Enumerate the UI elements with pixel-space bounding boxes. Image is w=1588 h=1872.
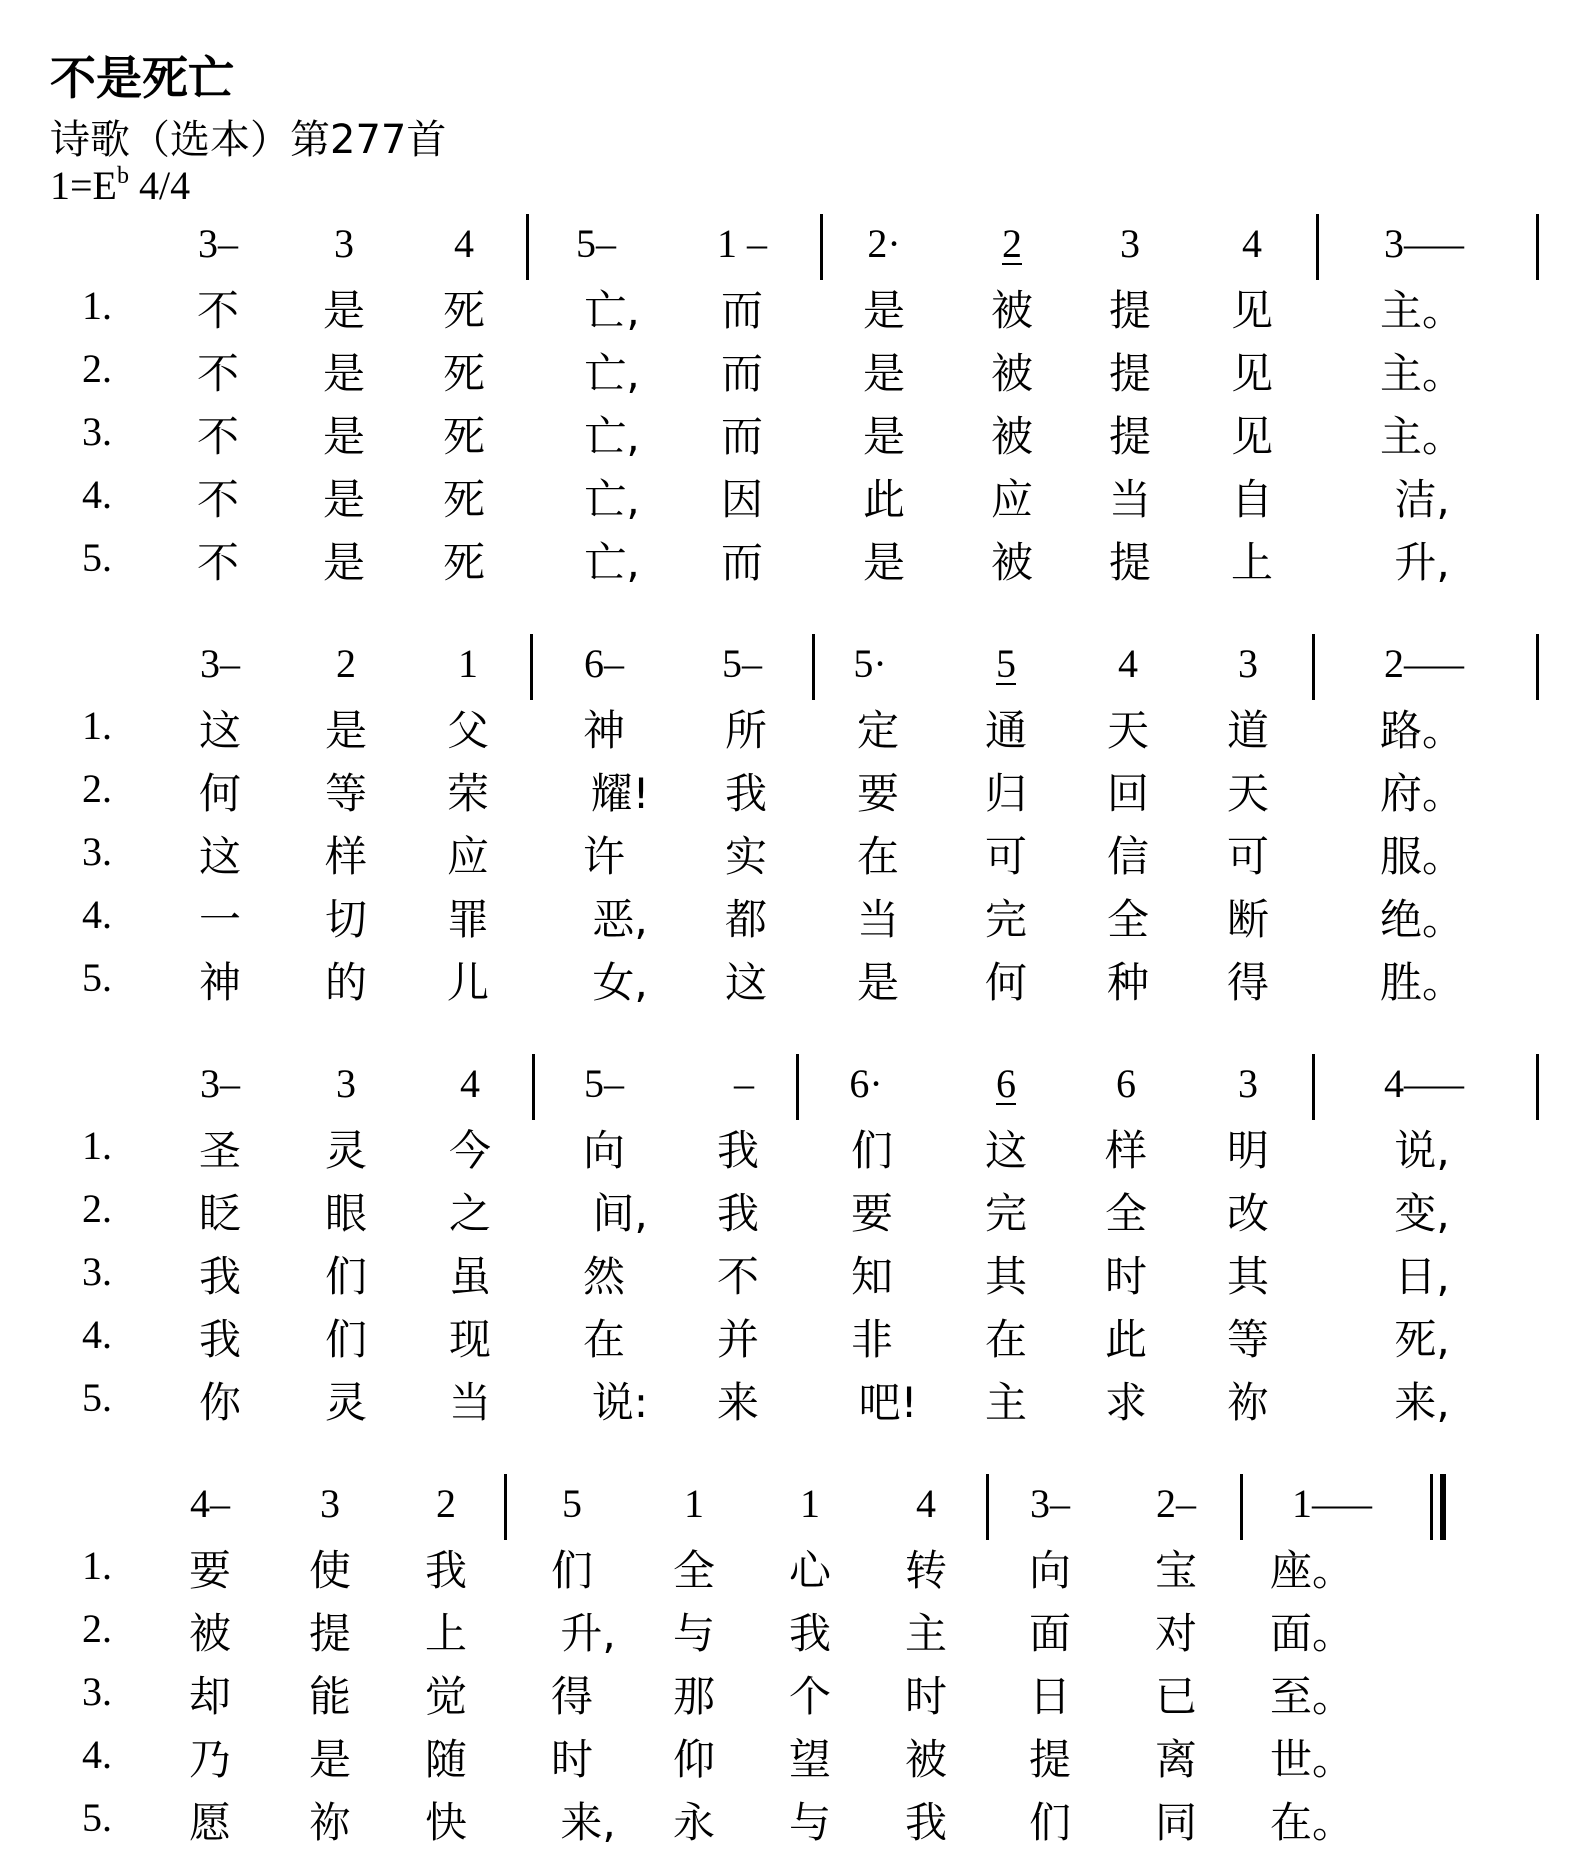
verse-number: 3.	[82, 1669, 112, 1714]
verse-number: 1.	[82, 1123, 112, 1168]
lyric-syllable: 提	[308, 1609, 352, 1658]
lyric-syllable: 神	[198, 958, 242, 1007]
barline	[986, 1474, 989, 1540]
lyric-syllable: 耀!	[590, 769, 650, 818]
lyric-syllable: 们	[324, 1315, 368, 1364]
lyric-syllable: 来	[716, 1378, 760, 1427]
lyric-syllable: 随	[424, 1735, 468, 1784]
lyric-syllable: 仰	[672, 1735, 716, 1784]
lyric-syllable: 是	[322, 412, 366, 461]
barline	[1536, 214, 1539, 280]
lyric-syllable: 心	[788, 1546, 832, 1595]
lyric-syllable: 在	[984, 1315, 1028, 1364]
note: 2–––	[1384, 641, 1464, 686]
verse-number: 5.	[82, 535, 112, 580]
lyric-syllable: 通	[984, 706, 1028, 755]
key-signature	[50, 162, 190, 209]
lyric-syllable: 已	[1154, 1672, 1198, 1721]
lyric-syllable: 是	[322, 349, 366, 398]
lyric-syllable: 得	[550, 1672, 594, 1721]
note: 1	[800, 1481, 820, 1526]
note: 3	[1120, 221, 1140, 266]
lyric-syllable: 宝	[1154, 1546, 1198, 1595]
lyric-syllable: 求	[1104, 1378, 1148, 1427]
lyric-syllable: 那	[672, 1672, 716, 1721]
lyric-syllable: 上	[424, 1609, 468, 1658]
lyric-syllable: 而	[720, 286, 764, 335]
lyric-syllable: 今	[448, 1126, 492, 1175]
lyric-syllable: 而	[720, 538, 764, 587]
lyric-syllable: 胜。	[1379, 958, 1465, 1007]
note: 2	[436, 1481, 456, 1526]
final-barline	[1440, 1474, 1446, 1540]
lyric-syllable: 天	[1106, 706, 1150, 755]
lyric-syllable: 我	[716, 1189, 760, 1238]
lyric-syllable: 祢	[1226, 1378, 1270, 1427]
lyric-syllable: 改	[1226, 1189, 1270, 1238]
lyric-syllable: 当	[856, 895, 900, 944]
lyric-syllable: 我	[716, 1126, 760, 1175]
note: 5·	[853, 641, 887, 686]
lyric-syllable: 死,	[1394, 1315, 1450, 1364]
verse-number: 2.	[82, 346, 112, 391]
lyric-syllable: 日,	[1394, 1252, 1450, 1301]
lyric-syllable: 们	[324, 1252, 368, 1301]
barline	[1316, 214, 1319, 280]
lyric-syllable: 使	[308, 1546, 352, 1595]
lyric-syllable: 天	[1226, 769, 1270, 818]
lyric-syllable: 同	[1154, 1798, 1198, 1847]
lyric-syllable: 这	[198, 706, 242, 755]
lyric-syllable: 对	[1154, 1609, 1198, 1658]
lyric-syllable: 路。	[1379, 706, 1465, 755]
lyric-syllable: 眨	[198, 1189, 242, 1238]
barline	[1312, 634, 1315, 700]
lyric-syllable: 是	[324, 706, 368, 755]
lyric-syllable: 亡,	[584, 538, 640, 587]
note: 1 –	[717, 221, 767, 266]
lyric-syllable: 不	[196, 538, 240, 587]
lyric-syllable: 主	[984, 1378, 1028, 1427]
lyric-syllable: 转	[904, 1546, 948, 1595]
lyric-syllable: 被	[990, 286, 1034, 335]
lyric-syllable: 自	[1230, 475, 1274, 524]
note: 5–	[576, 221, 616, 266]
note: 3–	[200, 1061, 240, 1106]
lyric-syllable: 世。	[1269, 1735, 1355, 1784]
lyric-syllable: 得	[1226, 958, 1270, 1007]
lyric-syllable: 见	[1230, 349, 1274, 398]
lyric-syllable: 来,	[1394, 1378, 1450, 1427]
lyric-syllable: 至。	[1269, 1672, 1355, 1721]
note: 4–	[190, 1481, 230, 1526]
lyric-syllable: 提	[1108, 349, 1152, 398]
lyric-syllable: 是	[322, 475, 366, 524]
lyric-syllable: 要	[850, 1189, 894, 1238]
lyric-syllable: 断	[1226, 895, 1270, 944]
note: 4	[1118, 641, 1138, 686]
lyric-syllable: 是	[322, 286, 366, 335]
lyric-syllable: 之	[448, 1189, 492, 1238]
lyric-syllable: 等	[324, 769, 368, 818]
barline	[796, 1054, 799, 1120]
lyric-syllable: 变,	[1394, 1189, 1450, 1238]
lyric-syllable: 乃	[188, 1735, 232, 1784]
note: 5	[562, 1481, 582, 1526]
lyric-syllable: 是	[862, 412, 906, 461]
lyric-syllable: 时	[550, 1735, 594, 1784]
lyric-syllable: 父	[446, 706, 490, 755]
barline	[530, 634, 533, 700]
lyric-syllable: 主。	[1379, 349, 1465, 398]
lyric-syllable: 完	[984, 895, 1028, 944]
lyric-syllable: 间,	[592, 1189, 648, 1238]
note: 4	[454, 221, 474, 266]
note: 1–––	[1292, 1481, 1372, 1526]
lyric-syllable: 不	[196, 412, 240, 461]
lyric-syllable: 上	[1230, 538, 1274, 587]
hymn-subtitle: 诗歌（选本）第277首	[50, 117, 447, 163]
lyric-syllable: 种	[1106, 958, 1150, 1007]
lyric-syllable: 道	[1226, 706, 1270, 755]
verse-number: 5.	[82, 1795, 112, 1840]
lyric-syllable: 实	[724, 832, 768, 881]
lyric-syllable: 是	[856, 958, 900, 1007]
lyric-syllable: 绝。	[1379, 895, 1465, 944]
lyric-syllable: 面	[1028, 1609, 1072, 1658]
lyric-syllable: 被	[990, 538, 1034, 587]
lyric-syllable: 觉	[424, 1672, 468, 1721]
lyric-syllable: 向	[582, 1126, 626, 1175]
verse-number: 1.	[82, 703, 112, 748]
lyric-syllable: 并	[716, 1315, 760, 1364]
lyric-syllable: 其	[984, 1252, 1028, 1301]
lyric-syllable: 在	[856, 832, 900, 881]
lyric-syllable: 信	[1106, 832, 1150, 881]
note: 3	[1238, 1061, 1258, 1106]
lyric-syllable: 亡,	[584, 412, 640, 461]
lyric-syllable: 提	[1108, 412, 1152, 461]
verse-number: 4.	[82, 1732, 112, 1777]
lyric-syllable: 因	[720, 475, 764, 524]
lyric-syllable: 向	[1028, 1546, 1072, 1595]
lyric-syllable: 我	[904, 1798, 948, 1847]
lyric-syllable: 神	[582, 706, 626, 755]
lyric-syllable: 这	[198, 832, 242, 881]
lyric-syllable: 许	[582, 832, 626, 881]
barline	[1536, 1054, 1539, 1120]
lyric-syllable: 们	[1028, 1798, 1072, 1847]
lyric-syllable: 全	[672, 1546, 716, 1595]
lyric-syllable: 却	[188, 1672, 232, 1721]
lyric-syllable: 被	[990, 412, 1034, 461]
lyric-syllable: 主	[904, 1609, 948, 1658]
lyric-syllable: 死	[442, 475, 486, 524]
lyric-syllable: 永	[672, 1798, 716, 1847]
lyric-syllable: 被	[904, 1735, 948, 1784]
verse-number: 4.	[82, 1312, 112, 1357]
lyric-syllable: 升,	[1394, 538, 1450, 587]
barline	[1312, 1054, 1315, 1120]
lyric-syllable: 完	[984, 1189, 1028, 1238]
lyric-syllable: 都	[724, 895, 768, 944]
note: 4	[916, 1481, 936, 1526]
key-main: 1=E	[50, 163, 117, 208]
lyric-syllable: 不	[196, 286, 240, 335]
lyric-syllable: 灵	[324, 1378, 368, 1427]
lyric-syllable: 不	[196, 349, 240, 398]
note: 6·	[849, 1061, 883, 1106]
lyric-syllable: 主。	[1379, 286, 1465, 335]
lyric-syllable: 与	[672, 1609, 716, 1658]
lyric-syllable: 回	[1106, 769, 1150, 818]
lyric-syllable: 而	[720, 412, 764, 461]
lyric-syllable: 要	[188, 1546, 232, 1595]
note: 6	[996, 1061, 1016, 1106]
verse-number: 3.	[82, 409, 112, 454]
lyric-syllable: 此	[862, 475, 906, 524]
lyric-syllable: 我	[724, 769, 768, 818]
lyric-syllable: 不	[716, 1252, 760, 1301]
lyric-syllable: 不	[196, 475, 240, 524]
verse-number: 3.	[82, 1249, 112, 1294]
lyric-syllable: 时	[1104, 1252, 1148, 1301]
lyric-syllable: 的	[324, 958, 368, 1007]
lyric-syllable: 死	[442, 538, 486, 587]
lyric-syllable: 眼	[324, 1189, 368, 1238]
lyric-syllable: 府。	[1379, 769, 1465, 818]
lyric-syllable: 你	[198, 1378, 242, 1427]
note: 1	[684, 1481, 704, 1526]
lyric-syllable: 死	[442, 286, 486, 335]
lyric-syllable: 定	[856, 706, 900, 755]
lyric-syllable: 可	[1226, 832, 1270, 881]
note: 5–	[584, 1061, 624, 1106]
lyric-syllable: 提	[1108, 286, 1152, 335]
final-barline	[1430, 1474, 1433, 1540]
note: 3–––	[1384, 221, 1464, 266]
verse-number: 2.	[82, 1606, 112, 1651]
verse-number: 5.	[82, 955, 112, 1000]
time-signature: 4/4	[139, 163, 191, 208]
lyric-syllable: 恶,	[592, 895, 648, 944]
lyric-syllable: 其	[1226, 1252, 1270, 1301]
note: 2–	[1156, 1481, 1196, 1526]
verse-number: 1.	[82, 1543, 112, 1588]
note: 3	[1238, 641, 1258, 686]
lyric-syllable: 亡,	[584, 286, 640, 335]
lyric-syllable: 荣	[446, 769, 490, 818]
verse-number: 5.	[82, 1375, 112, 1420]
lyric-syllable: 是	[862, 349, 906, 398]
lyric-syllable: 归	[984, 769, 1028, 818]
lyric-syllable: 见	[1230, 412, 1274, 461]
lyric-syllable: 们	[550, 1546, 594, 1595]
lyric-syllable: 死	[442, 412, 486, 461]
lyric-syllable: 应	[446, 832, 490, 881]
lyric-syllable: 我	[198, 1252, 242, 1301]
lyric-syllable: 当	[1108, 475, 1152, 524]
lyric-syllable: 明	[1226, 1126, 1270, 1175]
lyric-syllable: 圣	[198, 1126, 242, 1175]
verse-number: 2.	[82, 1186, 112, 1231]
lyric-syllable: 切	[324, 895, 368, 944]
lyric-syllable: 我	[198, 1315, 242, 1364]
lyric-syllable: 是	[862, 538, 906, 587]
lyric-syllable: 面。	[1269, 1609, 1355, 1658]
lyric-syllable: 死	[442, 349, 486, 398]
barline	[526, 214, 529, 280]
lyric-syllable: 样	[1104, 1126, 1148, 1175]
note: 3	[336, 1061, 356, 1106]
lyric-syllable: 主。	[1379, 412, 1465, 461]
lyric-syllable: 提	[1028, 1735, 1072, 1784]
lyric-syllable: 们	[850, 1126, 894, 1175]
lyric-syllable: 女,	[592, 958, 648, 1007]
lyric-syllable: 所	[724, 706, 768, 755]
lyric-syllable: 见	[1230, 286, 1274, 335]
lyric-syllable: 服。	[1379, 832, 1465, 881]
lyric-syllable: 升,	[560, 1609, 616, 1658]
lyric-syllable: 与	[788, 1798, 832, 1847]
lyric-syllable: 被	[188, 1609, 232, 1658]
verse-number: 2.	[82, 766, 112, 811]
lyric-syllable: 当	[448, 1378, 492, 1427]
note: 5–	[722, 641, 762, 686]
note: 3–	[200, 641, 240, 686]
barline	[1536, 634, 1539, 700]
lyric-syllable: 愿	[188, 1798, 232, 1847]
note: 4–––	[1384, 1061, 1464, 1106]
lyric-syllable: 而	[720, 349, 764, 398]
lyric-syllable: 快	[424, 1798, 468, 1847]
note: 3–	[198, 221, 238, 266]
lyric-syllable: 灵	[324, 1126, 368, 1175]
lyric-syllable: 此	[1104, 1315, 1148, 1364]
lyric-syllable: 亡,	[584, 349, 640, 398]
lyric-syllable: 我	[788, 1609, 832, 1658]
verse-number: 4.	[82, 892, 112, 937]
barline	[1240, 1474, 1243, 1540]
note: 6–	[584, 641, 624, 686]
lyric-syllable: 应	[990, 475, 1034, 524]
lyric-syllable: 全	[1106, 895, 1150, 944]
lyric-syllable: 何	[984, 958, 1028, 1007]
lyric-syllable: 可	[984, 832, 1028, 881]
lyric-syllable: 是	[322, 538, 366, 587]
lyric-syllable: 然	[582, 1252, 626, 1301]
lyric-syllable: 这	[984, 1126, 1028, 1175]
page-title: 不是死亡	[50, 51, 234, 105]
note: 1	[458, 641, 478, 686]
note: 3	[334, 221, 354, 266]
lyric-syllable: 一	[198, 895, 242, 944]
lyric-syllable: 何	[198, 769, 242, 818]
verse-number: 4.	[82, 472, 112, 517]
note: 2	[336, 641, 356, 686]
lyric-syllable: 提	[1108, 538, 1152, 587]
lyric-syllable: 现	[448, 1315, 492, 1364]
lyric-syllable: 望	[788, 1735, 832, 1784]
barline	[504, 1474, 507, 1540]
lyric-syllable: 全	[1104, 1189, 1148, 1238]
barline	[820, 214, 823, 280]
lyric-syllable: 洁,	[1394, 475, 1450, 524]
note: 4	[1242, 221, 1262, 266]
note: 5	[996, 641, 1016, 686]
lyric-syllable: 说:	[591, 1378, 649, 1427]
key-accidental: b	[117, 163, 129, 189]
note: –	[734, 1061, 754, 1106]
barline	[812, 634, 815, 700]
lyric-syllable: 虽	[448, 1252, 492, 1301]
lyric-syllable: 日	[1028, 1672, 1072, 1721]
lyric-syllable: 这	[724, 958, 768, 1007]
note: 2	[1002, 221, 1022, 266]
lyric-syllable: 知	[850, 1252, 894, 1301]
lyric-syllable: 要	[856, 769, 900, 818]
barline	[532, 1054, 535, 1120]
lyric-syllable: 来,	[560, 1798, 616, 1847]
note: 4	[460, 1061, 480, 1106]
lyric-syllable: 我	[424, 1546, 468, 1595]
note: 6	[1116, 1061, 1136, 1106]
verse-number: 3.	[82, 829, 112, 874]
lyric-syllable: 罪	[446, 895, 490, 944]
lyric-syllable: 是	[308, 1735, 352, 1784]
lyric-syllable: 非	[850, 1315, 894, 1364]
lyric-syllable: 座。	[1269, 1546, 1355, 1595]
verse-number: 1.	[82, 283, 112, 328]
lyric-syllable: 能	[308, 1672, 352, 1721]
lyric-syllable: 亡,	[584, 475, 640, 524]
lyric-syllable: 离	[1154, 1735, 1198, 1784]
lyric-syllable: 样	[324, 832, 368, 881]
lyric-syllable: 时	[904, 1672, 948, 1721]
note: 2·	[867, 221, 901, 266]
lyric-syllable: 等	[1226, 1315, 1270, 1364]
note: 3	[320, 1481, 340, 1526]
lyric-syllable: 个	[788, 1672, 832, 1721]
lyric-syllable: 在。	[1269, 1798, 1355, 1847]
lyric-syllable: 是	[862, 286, 906, 335]
lyric-syllable: 吧!	[858, 1378, 918, 1427]
note: 3–	[1030, 1481, 1070, 1526]
lyric-syllable: 说,	[1394, 1126, 1450, 1175]
lyric-syllable: 儿	[446, 958, 490, 1007]
lyric-syllable: 在	[582, 1315, 626, 1364]
lyric-syllable: 被	[990, 349, 1034, 398]
lyric-syllable: 祢	[308, 1798, 352, 1847]
